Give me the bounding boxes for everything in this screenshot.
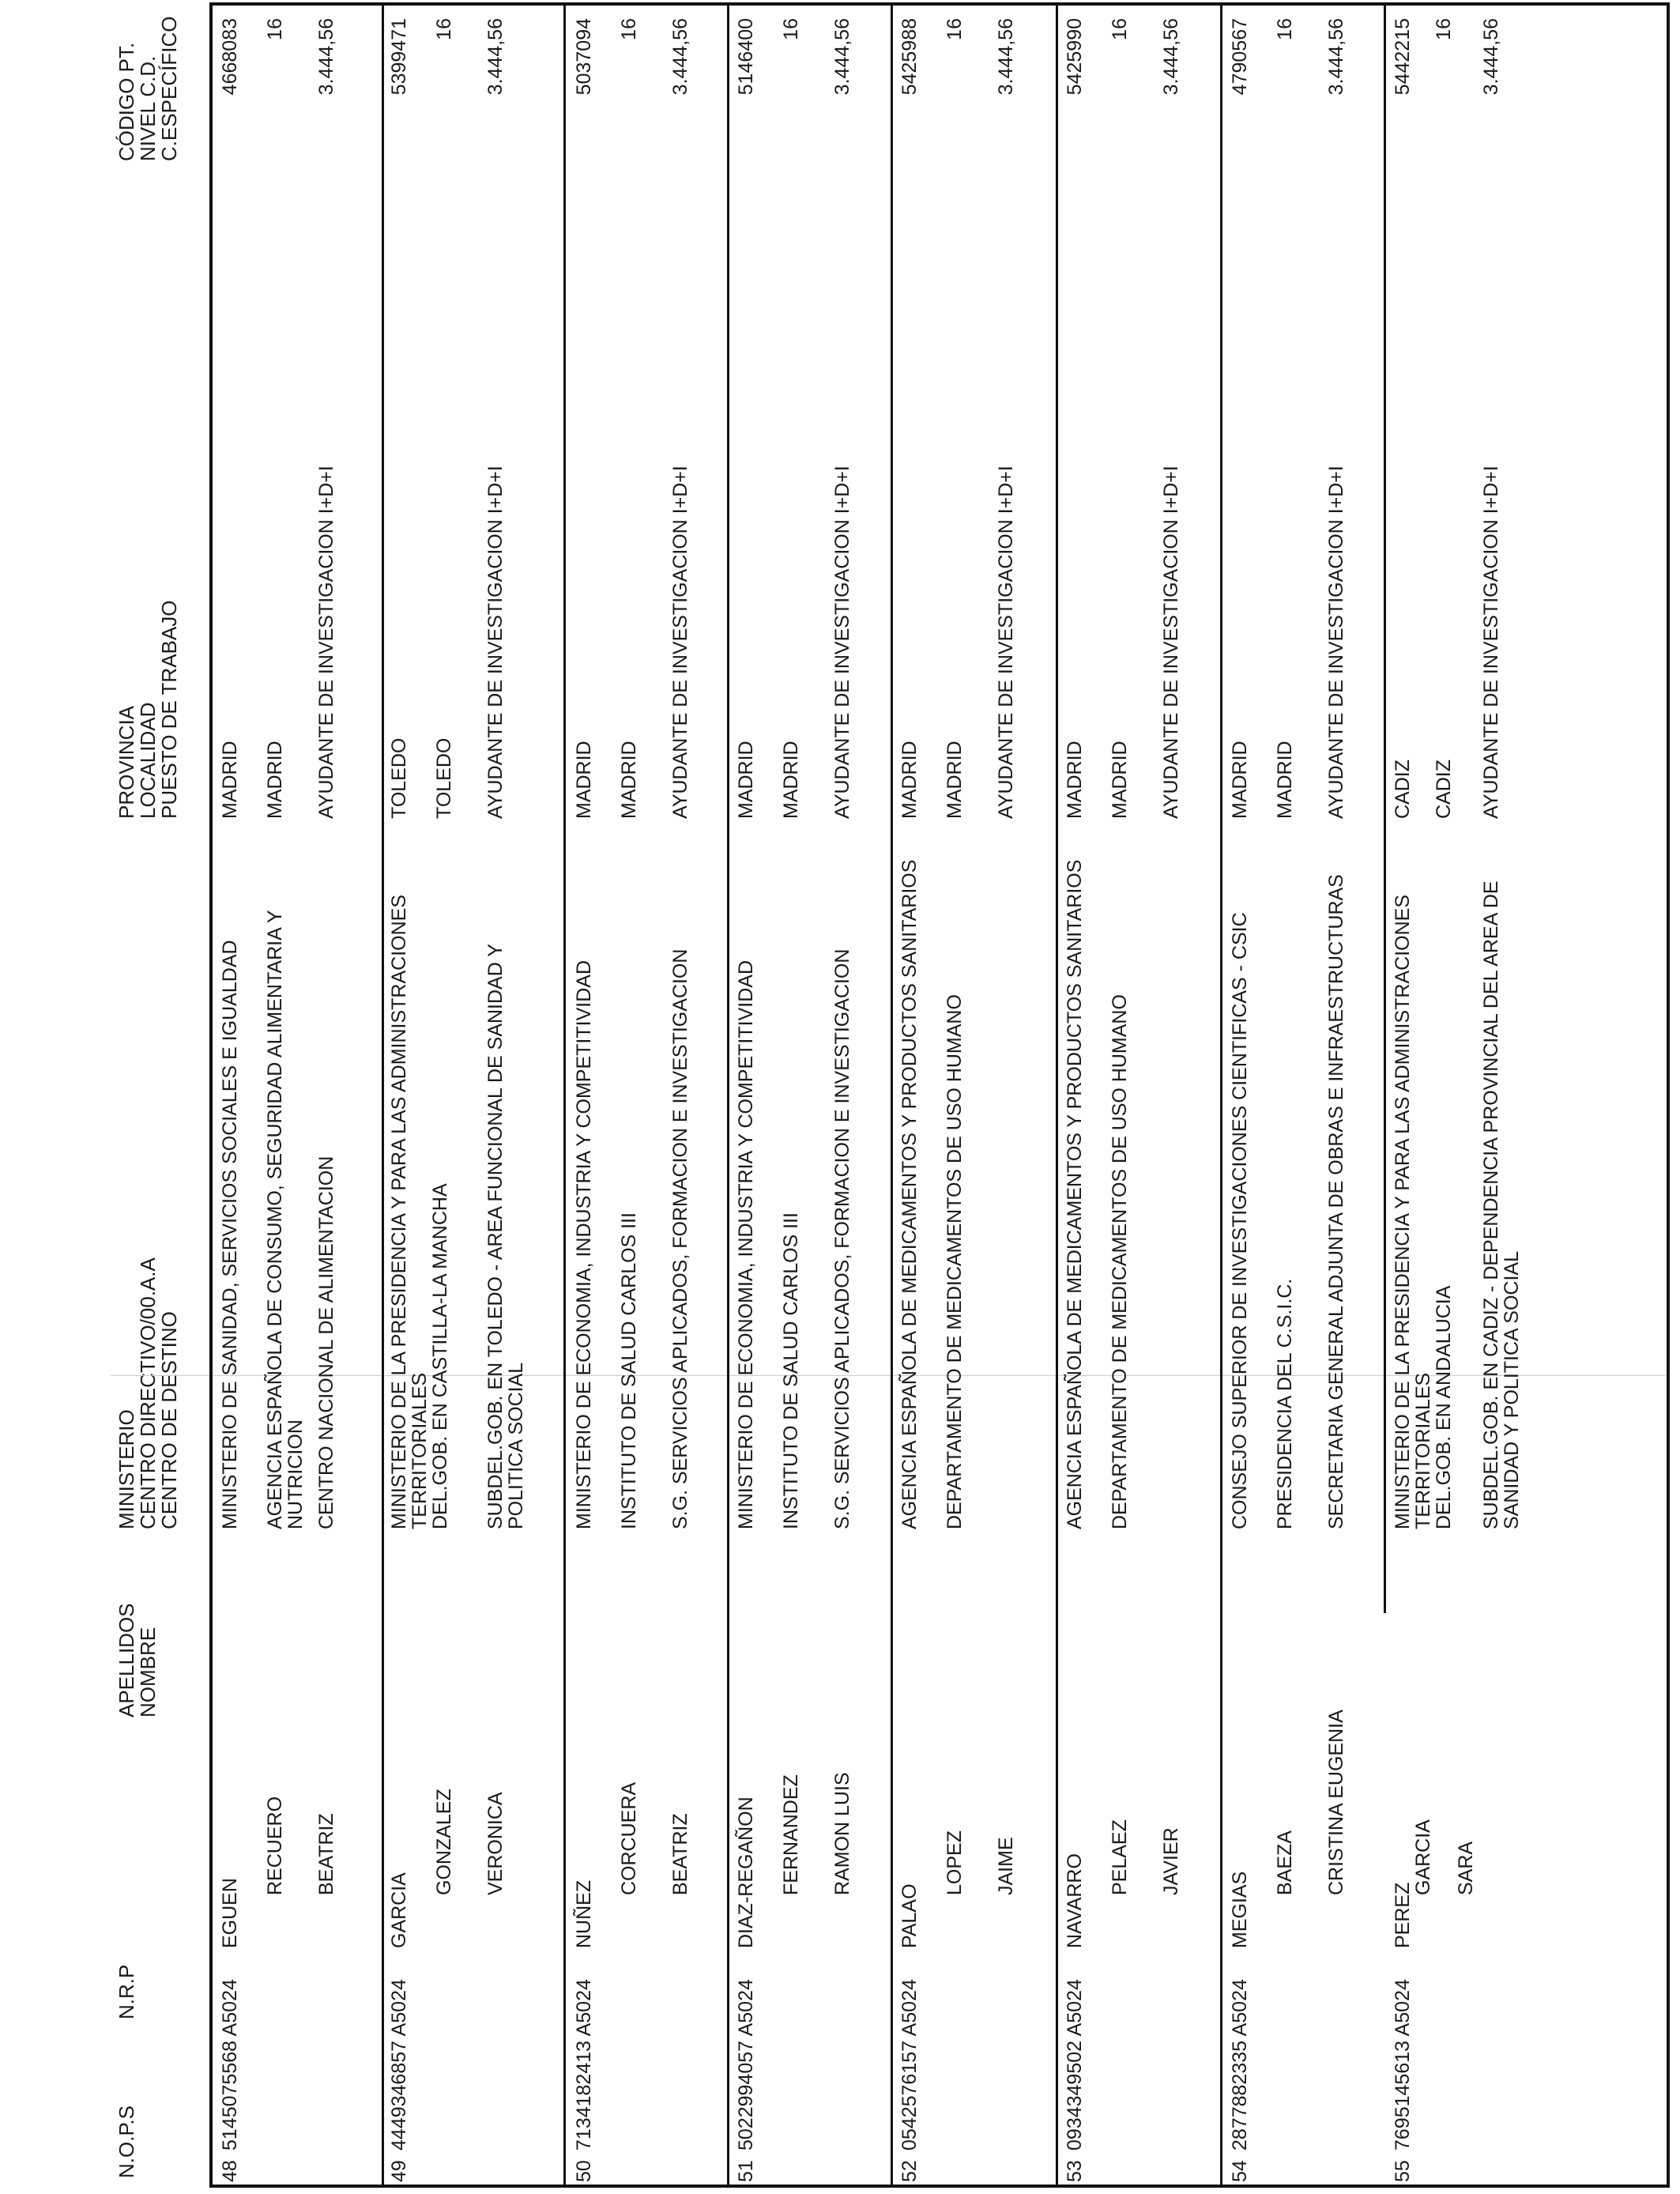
record-separator <box>1056 2 1058 2188</box>
record-localidad: CADIZ <box>1433 760 1455 819</box>
record-centro-directivo: DEPARTAMENTO DE MEDICAMENTOS DE USO HUMANO <box>1109 994 1131 1529</box>
record-separator <box>1384 2 1386 1613</box>
record-nops: 54 <box>1229 2160 1251 2182</box>
header-ministerio: MINISTERIO CENTRO DIRECTIVO/00.A.A CENTRO DE DESTINO <box>115 1257 181 1529</box>
record-separator <box>891 2 893 2188</box>
record-provincia: MADRID <box>1064 741 1086 819</box>
record-ministerio: MINISTERIO DE LA PRESIDENCIA Y PARA LAS ADMINISTRACIONES TERRITORIALES <box>388 894 431 1529</box>
record-nrp: 5145075568 A5024 <box>219 1979 241 2151</box>
record-nops: 49 <box>388 2160 410 2182</box>
record-provincia: CADIZ <box>1392 760 1414 819</box>
record-apellido-1: NUÑEZ <box>573 1879 595 1948</box>
record-localidad: MADRID <box>264 741 286 819</box>
record-nombre: VERONICA <box>484 1792 507 1895</box>
record-ministerio: MINISTERIO DE ECONOMIA, INDUSTRIA Y COMPETITIVIDAD <box>735 960 757 1529</box>
record-localidad: MADRID <box>618 741 640 819</box>
record-nivel-cd: 16 <box>618 18 640 40</box>
record-nops: 50 <box>573 2160 595 2182</box>
record-codigo-pt: 5442215 <box>1392 18 1414 96</box>
record-nrp: 2877882335 A5024 <box>1229 1979 1251 2151</box>
record-localidad: MADRID <box>944 741 966 819</box>
record-c-especifico: 3.444,56 <box>484 18 507 96</box>
header-nops: N.O.P.S <box>115 2105 138 2178</box>
record-codigo-pt: 4668083 <box>219 18 241 96</box>
record-apellido-1: GARCIA <box>388 1872 410 1948</box>
record-localidad: MADRID <box>780 741 802 819</box>
record-apellido-1: PEREZ <box>1392 1882 1414 1948</box>
record-nivel-cd: 16 <box>433 18 455 40</box>
record-centro-directivo: DEL.GOB. EN ANDALUCIA <box>1433 1285 1455 1529</box>
record-nombre: RAMON LUIS <box>831 1772 853 1895</box>
header-provincia: PROVINCIA LOCALIDAD PUESTO DE TRABAJO <box>115 600 181 819</box>
record-nombre: CRISTINA EUGENIA <box>1325 1710 1347 1895</box>
record-centro-destino: SUBDEL.GOB. EN CADIZ - DEPENDENCIA PROVINCIAL DEL AREA DE SANIDAD Y POLITICA SOCIAL <box>1480 880 1523 1529</box>
record-apellido-2: CORCUERA <box>618 1781 640 1895</box>
record-codigo-pt: 5146400 <box>735 18 757 96</box>
record-centro-destino: SUBDEL.GOB. EN TOLEDO - AREA FUNCIONAL DE SANIDAD Y POLITICA SOCIAL <box>484 944 527 1529</box>
record-centro-destino: CENTRO NACIONAL DE ALIMENTACION <box>315 1155 337 1529</box>
record-apellido-1: PALAO <box>898 1883 921 1948</box>
record-localidad: TOLEDO <box>433 737 455 819</box>
record-centro-directivo: INSTITUTO DE SALUD CARLOS III <box>618 1212 640 1529</box>
record-puesto: AYUDANTE DE INVESTIGACION I+D+I <box>1325 466 1347 819</box>
record-nivel-cd: 16 <box>264 18 286 40</box>
record-puesto: AYUDANTE DE INVESTIGACION I+D+I <box>669 466 691 819</box>
record-centro-directivo: DEL.GOB. EN CASTILLA-LA MANCHA <box>429 1183 451 1529</box>
record-apellido-1: EGUEN <box>219 1878 241 1948</box>
record-apellido-2: LOPEZ <box>944 1830 966 1895</box>
record-codigo-pt: 5425990 <box>1064 18 1086 96</box>
record-apellido-2: BAEZA <box>1274 1830 1296 1895</box>
record-nombre: BEATRIZ <box>315 1813 337 1895</box>
record-nrp: 5022994057 A5024 <box>735 1979 757 2151</box>
record-localidad: MADRID <box>1109 741 1131 819</box>
record-nops: 48 <box>219 2160 241 2182</box>
record-nivel-cd: 16 <box>780 18 802 40</box>
record-nombre: JAIME <box>995 1837 1017 1895</box>
record-apellido-1: MEGIAS <box>1229 1871 1251 1948</box>
record-centro-destino: S.G. SERVICIOS APLICADOS, FORMACION E INVESTIGACION <box>669 948 691 1529</box>
record-apellido-2: PELAEZ <box>1109 1819 1131 1895</box>
record-nivel-cd: 16 <box>1274 18 1296 40</box>
record-nops: 55 <box>1392 2160 1414 2182</box>
record-nivel-cd: 16 <box>1433 18 1455 40</box>
record-ministerio: CONSEJO SUPERIOR DE INVESTIGACIONES CIENTIFICAS - CSIC <box>1229 912 1251 1529</box>
record-separator <box>727 2 729 2188</box>
record-apellido-2: GARCIA <box>1412 1819 1434 1895</box>
record-centro-directivo: AGENCIA ESPAÑOLA DE CONSUMO, SEGURIDAD ALIMENTARIA Y NUTRICION <box>264 910 307 1529</box>
record-provincia: MADRID <box>219 741 241 819</box>
record-c-especifico: 3.444,56 <box>1480 18 1502 96</box>
record-apellido-1: NAVARRO <box>1064 1853 1086 1948</box>
record-codigo-pt: 5399471 <box>388 18 410 96</box>
record-centro-destino: SECRETARIA GENERAL ADJUNTA DE OBRAS E INFRAESTRUCTURAS <box>1325 874 1347 1529</box>
record-centro-directivo: PRESIDENCIA DEL C.S.I.C. <box>1274 1278 1296 1529</box>
record-nivel-cd: 16 <box>944 18 966 40</box>
header-nrp: N.R.P <box>115 1964 138 2019</box>
record-puesto: AYUDANTE DE INVESTIGACION I+D+I <box>831 466 853 819</box>
record-nombre: SARA <box>1455 1841 1477 1895</box>
record-nrp: 7695145613 A5024 <box>1392 1979 1414 2151</box>
record-c-especifico: 3.444,56 <box>831 18 853 96</box>
record-puesto: AYUDANTE DE INVESTIGACION I+D+I <box>1480 466 1502 819</box>
record-codigo-pt: 4790567 <box>1229 18 1251 96</box>
record-nops: 53 <box>1064 2160 1086 2182</box>
record-provincia: MADRID <box>735 741 757 819</box>
record-nrp: 7134182413 A5024 <box>573 1979 595 2151</box>
record-apellido-2: RECUERO <box>264 1796 286 1895</box>
record-c-especifico: 3.444,56 <box>995 18 1017 96</box>
header-codigo: CÓDIGO PT. NIVEL C.D. C.ESPECÍFICO <box>115 16 181 161</box>
record-c-especifico: 3.444,56 <box>669 18 691 96</box>
record-c-especifico: 3.444,56 <box>1160 18 1182 96</box>
record-ministerio: AGENCIA ESPAÑOLA DE MEDICAMENTOS Y PRODUCTOS SANITARIOS <box>898 859 921 1529</box>
record-c-especifico: 3.444,56 <box>1325 18 1347 96</box>
record-c-especifico: 3.444,56 <box>315 18 337 96</box>
record-ministerio: MINISTERIO DE SANIDAD, SERVICIOS SOCIALES E IGUALDAD <box>219 940 241 1529</box>
record-puesto: AYUDANTE DE INVESTIGACION I+D+I <box>995 466 1017 819</box>
record-centro-destino: S.G. SERVICIOS APLICADOS, FORMACION E INVESTIGACION <box>831 948 853 1529</box>
record-ministerio: MINISTERIO DE LA PRESIDENCIA Y PARA LAS ADMINISTRACIONES TERRITORIALES <box>1392 894 1434 1529</box>
record-provincia: MADRID <box>573 741 595 819</box>
header-apellidos-nombre: APELLIDOS NOMBRE <box>115 1603 160 1717</box>
record-nombre: BEATRIZ <box>669 1813 691 1895</box>
record-puesto: AYUDANTE DE INVESTIGACION I+D+I <box>315 466 337 819</box>
record-separator <box>563 2 566 2188</box>
record-nrp: 4449346857 A5024 <box>388 1979 410 2151</box>
record-provincia: MADRID <box>898 741 921 819</box>
record-separator <box>1220 2 1222 2188</box>
record-apellido-2: FERNANDEZ <box>780 1774 802 1895</box>
record-puesto: AYUDANTE DE INVESTIGACION I+D+I <box>1160 466 1182 819</box>
record-codigo-pt: 5037094 <box>573 18 595 96</box>
record-apellido-1: DIAZ-REGAÑON <box>735 1796 757 1948</box>
record-nombre: JAVIER <box>1160 1827 1182 1895</box>
record-localidad: MADRID <box>1274 741 1296 819</box>
record-separator <box>382 2 384 2188</box>
record-ministerio: AGENCIA ESPAÑOLA DE MEDICAMENTOS Y PRODUCTOS SANITARIOS <box>1064 859 1086 1529</box>
record-centro-directivo: DEPARTAMENTO DE MEDICAMENTOS DE USO HUMANO <box>944 994 966 1529</box>
record-puesto: AYUDANTE DE INVESTIGACION I+D+I <box>484 466 507 819</box>
record-ministerio: MINISTERIO DE ECONOMIA, INDUSTRIA Y COMPETITIVIDAD <box>573 960 595 1529</box>
record-centro-directivo: INSTITUTO DE SALUD CARLOS III <box>780 1212 802 1529</box>
record-nrp: 0542576157 A5024 <box>898 1979 921 2151</box>
record-provincia: MADRID <box>1229 741 1251 819</box>
record-provincia: TOLEDO <box>388 737 410 819</box>
record-codigo-pt: 5425988 <box>898 18 921 96</box>
record-nrp: 0934349502 A5024 <box>1064 1979 1086 2151</box>
record-nivel-cd: 16 <box>1109 18 1131 40</box>
record-apellido-2: GONZALEZ <box>433 1789 455 1895</box>
record-nops: 52 <box>898 2160 921 2182</box>
record-nops: 51 <box>735 2160 757 2182</box>
